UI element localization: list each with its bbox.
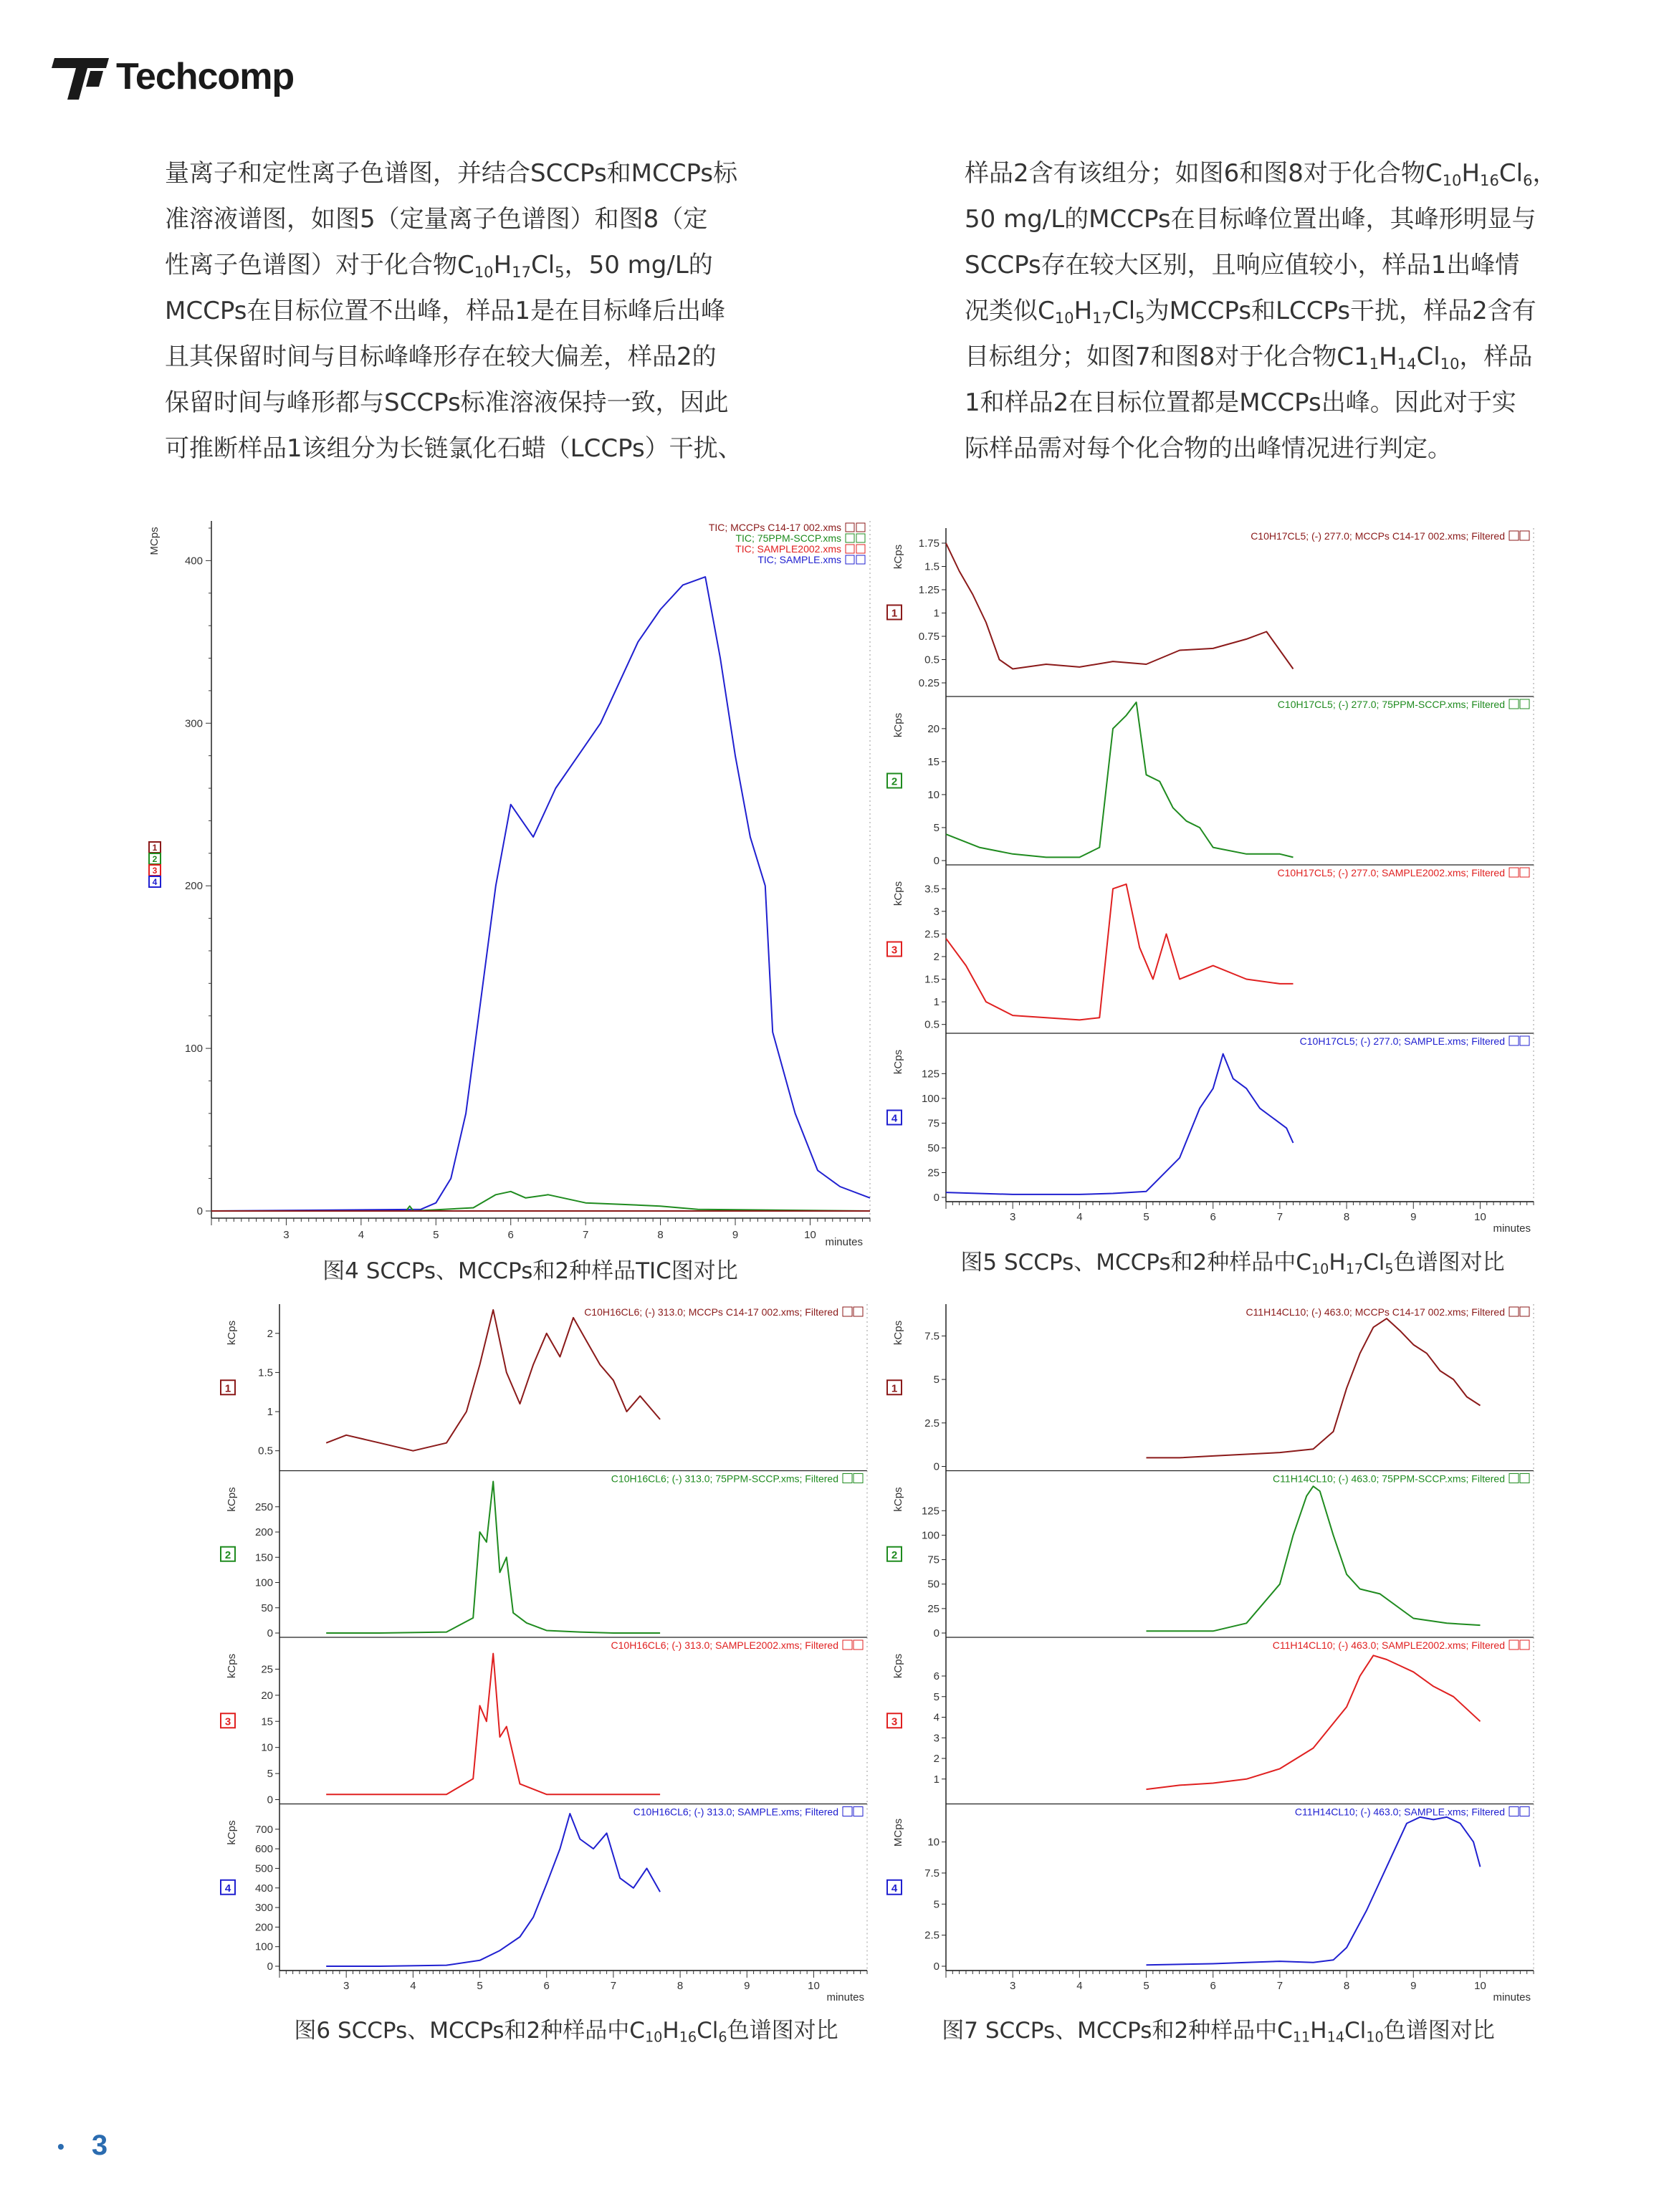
figure-4-tic-chart [143, 512, 874, 1247]
trace-line [1147, 1817, 1481, 1965]
panel-close-icon [1520, 1807, 1529, 1816]
y-tick-label: 5 [933, 1374, 940, 1387]
legend-entry: TIC; SAMPLE.xms [757, 554, 841, 565]
figure-5-chromatogram [881, 520, 1541, 1236]
legend-entry: TIC; MCCPs C14-17 002.xms [708, 522, 841, 533]
trace-line [1147, 1486, 1481, 1631]
figure-7-chromatogram [881, 1296, 1541, 2005]
x-tick-label: 3 [343, 1980, 350, 1992]
paragraph-line: SCCPs存在较大区别，且响应值较小，样品1出峰情 [965, 251, 1520, 279]
panel-close-icon [1520, 1036, 1529, 1045]
y-tick-label: 0 [933, 1627, 940, 1639]
panel-close-icon [854, 1640, 863, 1650]
y-tick-label: 150 [254, 1551, 273, 1564]
x-tick-label: 5 [477, 1980, 483, 1992]
y-tick-label: 10 [261, 1741, 273, 1754]
panel-toggle-icon [843, 1640, 852, 1650]
paragraph-line: 50 mg/L的MCCPs在目标峰位置出峰，其峰形明显与 [965, 205, 1536, 234]
panel-toggle-icon [1509, 1036, 1519, 1045]
y-tick-label: 75 [927, 1117, 940, 1130]
legend-close-icon [856, 534, 865, 542]
y-tick-label: 0.5 [924, 653, 940, 666]
y-tick-label: 50 [927, 1578, 940, 1591]
x-tick-label: 7 [1276, 1211, 1283, 1223]
panel-close-icon [1520, 531, 1529, 540]
x-axis-label: minutes [1493, 1222, 1531, 1235]
y-tick-label: 0 [933, 1192, 940, 1204]
figure-6-chromatogram [215, 1296, 874, 2005]
paragraph-line: 准溶液谱图，如图5（定量离子色谱图）和图8（定 [165, 205, 708, 234]
y-tick-label: 1 [933, 996, 940, 1009]
y-tick-label: 700 [254, 1823, 273, 1836]
panel-toggle-icon [1509, 1474, 1519, 1483]
series-line [211, 577, 870, 1211]
y-tick-label: 2 [933, 1753, 940, 1765]
y-tick-label: 400 [184, 555, 203, 568]
right-text-column [965, 150, 1574, 471]
x-tick-label: 9 [1410, 1980, 1417, 1992]
trace-index-label: 4 [224, 1882, 231, 1895]
y-tick-label: 10 [927, 1836, 940, 1849]
trace-line [946, 884, 1294, 1020]
y-tick-label: 100 [254, 1940, 273, 1953]
x-tick-label: 5 [1143, 1211, 1149, 1223]
page-number: • 3 [57, 2130, 108, 2161]
paragraph-line: 性离子色谱图）对于化合物$C_{10}H_{17}Cl_5$，50 mg/L的 [165, 251, 713, 281]
x-tick-label: 4 [410, 1980, 416, 1992]
y-tick-label: 1 [933, 1773, 940, 1786]
x-tick-label: 5 [433, 1229, 439, 1241]
panel-toggle-icon [1509, 1640, 1519, 1650]
x-tick-label: 6 [543, 1980, 550, 1992]
paragraph-line: 且其保留时间与目标峰峰形存在较大偏差，样品2的 [165, 343, 717, 371]
panel-toggle-icon [1509, 1307, 1519, 1316]
trace-index-label: 1 [224, 1382, 231, 1395]
panel-title: C11H14CL10; (-) 463.0; MCCPs C14-17 002.xms; Filtered [1246, 1306, 1505, 1318]
y-tick-label: 1.5 [924, 560, 940, 573]
x-tick-label: 10 [1474, 1211, 1486, 1223]
trace-line [946, 702, 1294, 857]
y-tick-label: 6 [933, 1670, 940, 1682]
trace-index-label: 1 [891, 607, 898, 620]
y-axis-label: MCps [148, 527, 161, 555]
panel-title: C10H16CL6; (-) 313.0; MCCPs C14-17 002.xms; Filtered [584, 1306, 838, 1318]
y-tick-label: 20 [261, 1689, 273, 1702]
legend-close-icon [856, 523, 865, 532]
trace-index-label: 2 [891, 775, 898, 788]
x-axis-label: minutes [826, 1991, 864, 2003]
y-tick-label: 125 [921, 1505, 940, 1518]
y-tick-label: 200 [184, 880, 203, 893]
panel-title: C10H17CL5; (-) 277.0; 75PPM-SCCP.xms; Filtered [1277, 699, 1505, 710]
y-tick-label: 2 [933, 950, 940, 963]
legend-entry: TIC; SAMPLE2002.xms [735, 543, 841, 555]
paragraph-line: 可推断样品1该组分为长链氯化石蜡（LCCPs）干扰、 [165, 434, 742, 463]
y-tick-label: 0.5 [258, 1445, 273, 1457]
y-tick-label: 300 [254, 1902, 273, 1915]
x-tick-label: 6 [1210, 1211, 1216, 1223]
y-tick-label: 200 [254, 1526, 273, 1539]
y-axis-label: kCps [892, 544, 904, 570]
trace-index-label: 1 [152, 843, 158, 853]
panel-title: C10H16CL6; (-) 313.0; SAMPLE2002.xms; Filtered [611, 1639, 838, 1651]
x-tick-label: 8 [1343, 1211, 1350, 1223]
x-tick-label: 4 [1076, 1980, 1083, 1992]
y-tick-label: 7.5 [924, 1867, 940, 1880]
panel-close-icon [1520, 1640, 1529, 1650]
paragraph-line: 1和样品2在目标位置都是MCCPs出峰。因此对于实 [965, 388, 1516, 417]
bullet-icon: • [57, 2135, 64, 2158]
x-tick-label: 3 [283, 1229, 290, 1241]
x-tick-label: 9 [1410, 1211, 1417, 1223]
y-tick-label: 0 [933, 855, 940, 867]
trace-index-label: 2 [224, 1548, 231, 1561]
panel-toggle-icon [1509, 1807, 1519, 1816]
panel-toggle-icon [1509, 699, 1519, 709]
x-tick-label: 10 [1474, 1980, 1486, 1992]
y-tick-label: 100 [184, 1043, 203, 1055]
panel-close-icon [1520, 1474, 1529, 1483]
brand-logo [52, 52, 294, 102]
y-axis-label: kCps [892, 1320, 904, 1346]
panel-toggle-icon [843, 1807, 852, 1816]
left-text-column [165, 150, 767, 471]
y-axis-label: kCps [892, 1487, 904, 1512]
y-tick-label: 3.5 [924, 883, 940, 896]
y-tick-label: 0 [267, 1794, 273, 1806]
paragraph-line: 际样品需对每个化合物的出峰情况进行判定。 [965, 434, 1452, 463]
legend-toggle-icon [846, 534, 854, 542]
y-axis-label: kCps [226, 1320, 238, 1346]
y-tick-label: 2.5 [924, 1929, 940, 1942]
x-tick-label: 7 [610, 1980, 617, 1992]
y-tick-label: 1.25 [918, 584, 940, 596]
y-tick-label: 200 [254, 1921, 273, 1934]
trace-index-label: 4 [891, 1882, 898, 1895]
y-tick-label: 0 [267, 1627, 273, 1639]
panel-title: C10H16CL6; (-) 313.0; 75PPM-SCCP.xms; Filtered [611, 1473, 838, 1485]
panel-close-icon [854, 1807, 863, 1816]
paragraph-line: 保留时间与峰形都与SCCPs标准溶液保持一致，因此 [165, 388, 729, 417]
legend-close-icon [856, 555, 865, 564]
x-tick-label: 8 [657, 1229, 664, 1241]
series-line [211, 1192, 870, 1211]
panel-title: C11H14CL10; (-) 463.0; SAMPLE2002.xms; Filtered [1272, 1639, 1505, 1651]
trace-index-label: 2 [891, 1548, 898, 1561]
y-axis-label: kCps [226, 1653, 238, 1679]
y-tick-label: 2 [267, 1327, 273, 1340]
panel-toggle-icon [1509, 868, 1519, 877]
paragraph-line: 况类似$C_{10}H_{17}Cl_5$为MCCPs和LCCPs干扰，样品2含有 [965, 297, 1536, 327]
y-tick-label: 1 [267, 1406, 273, 1419]
trace-index-label: 3 [891, 1715, 898, 1728]
y-tick-label: 1.5 [924, 973, 940, 986]
x-tick-label: 7 [582, 1229, 589, 1241]
y-tick-label: 300 [184, 717, 203, 730]
trace-index-label: 3 [224, 1715, 231, 1728]
figure-6-caption: 图6 SCCPs、MCCPs和2种样品中$C_{10}H_{16}Cl_6$色谱图对比 [294, 2018, 838, 2046]
trace-line [326, 1310, 660, 1451]
y-tick-label: 100 [254, 1576, 273, 1589]
y-tick-label: 3 [933, 1732, 940, 1745]
chart-svg [215, 1296, 874, 2005]
x-tick-label: 4 [1076, 1211, 1083, 1223]
y-tick-label: 0.5 [924, 1018, 940, 1031]
y-tick-label: 5 [933, 1690, 940, 1703]
y-axis-label: kCps [892, 712, 904, 738]
paragraph-line: 目标组分；如图7和图8对于化合物$C1_1H_{14}Cl_{10}$，样品 [965, 343, 1533, 373]
legend-close-icon [856, 545, 865, 553]
legend-entry: TIC; 75PPM-SCCP.xms [735, 532, 841, 544]
trace-index-label: 3 [152, 866, 158, 876]
y-tick-label: 25 [927, 1602, 940, 1615]
trace-line [326, 1482, 660, 1634]
y-tick-label: 0 [933, 1460, 940, 1473]
y-tick-label: 10 [927, 788, 940, 801]
trace-line [1147, 1655, 1481, 1789]
panel-title: C10H16CL6; (-) 313.0; SAMPLE.xms; Filtered [633, 1806, 838, 1818]
y-axis-label: kCps [892, 1049, 904, 1075]
y-axis-label: kCps [892, 881, 904, 906]
legend-toggle-icon [846, 545, 854, 553]
panel-close-icon [854, 1474, 863, 1483]
y-tick-label: 500 [254, 1862, 273, 1875]
techcomp-logo-icon [52, 52, 113, 101]
x-tick-label: 5 [1143, 1980, 1149, 1992]
x-tick-label: 10 [808, 1980, 820, 1992]
y-tick-label: 20 [927, 722, 940, 735]
y-axis-label: kCps [226, 1487, 238, 1512]
y-axis-label: kCps [226, 1820, 238, 1845]
x-tick-label: 3 [1010, 1211, 1016, 1223]
y-tick-label: 100 [921, 1529, 940, 1542]
y-tick-label: 1.75 [918, 537, 940, 550]
y-tick-label: 1 [933, 607, 940, 620]
trace-index-label: 4 [891, 1112, 898, 1125]
panel-toggle-icon [843, 1307, 852, 1316]
y-tick-label: 0 [933, 1960, 940, 1973]
y-axis-label: MCps [892, 1818, 904, 1847]
trace-line [946, 1054, 1294, 1194]
y-tick-label: 2.5 [924, 1417, 940, 1430]
chart-svg [881, 1296, 1541, 2005]
x-tick-label: 8 [1343, 1980, 1350, 1992]
x-tick-label: 4 [358, 1229, 365, 1241]
x-axis-label: minutes [1493, 1991, 1531, 2003]
panel-close-icon [854, 1307, 863, 1316]
x-tick-label: 9 [744, 1980, 750, 1992]
x-tick-label: 10 [804, 1229, 816, 1241]
y-tick-label: 0.75 [918, 631, 940, 643]
y-tick-label: 5 [267, 1768, 273, 1781]
trace-line [1147, 1318, 1481, 1457]
panel-title: C10H17CL5; (-) 277.0; MCCPs C14-17 002.xms; Filtered [1251, 530, 1505, 542]
chart-svg [881, 520, 1541, 1236]
figure-4-caption: 图4 SCCPs、MCCPs和2种样品TIC图对比 [322, 1258, 738, 1284]
panel-title: C10H17CL5; (-) 277.0; SAMPLE2002.xms; Filtered [1277, 867, 1505, 878]
brand-name: Techcomp [116, 56, 295, 97]
y-tick-label: 1.5 [258, 1366, 273, 1379]
x-tick-label: 9 [732, 1229, 739, 1241]
y-tick-label: 25 [261, 1663, 273, 1676]
figure-5-caption: 图5 SCCPs、MCCPs和2种样品中$C_{10}H_{17}Cl_5$色谱图对比 [960, 1250, 1505, 1278]
chart-svg [143, 512, 874, 1247]
panel-title: C10H17CL5; (-) 277.0; SAMPLE.xms; Filtered [1299, 1035, 1505, 1047]
y-tick-label: 2.5 [924, 928, 940, 941]
y-tick-label: 50 [927, 1141, 940, 1154]
y-tick-label: 7.5 [924, 1330, 940, 1343]
y-tick-label: 0.25 [918, 677, 940, 689]
x-tick-label: 6 [507, 1229, 514, 1241]
x-tick-label: 7 [1276, 1980, 1283, 1992]
y-tick-label: 50 [261, 1601, 273, 1614]
panel-title: C11H14CL10; (-) 463.0; 75PPM-SCCP.xms; Filtered [1273, 1473, 1505, 1485]
trace-line [326, 1814, 660, 1966]
y-tick-label: 4 [933, 1711, 940, 1724]
panel-toggle-icon [843, 1474, 852, 1483]
y-tick-label: 15 [927, 755, 940, 768]
panel-title: C11H14CL10; (-) 463.0; SAMPLE.xms; Filtered [1294, 1806, 1505, 1818]
paragraph-line: MCCPs在目标位置不出峰，样品1是在目标峰后出峰 [165, 297, 726, 325]
y-axis-label: kCps [892, 1653, 904, 1679]
trace-line [946, 543, 1294, 669]
y-tick-label: 125 [921, 1068, 940, 1081]
x-tick-label: 8 [676, 1980, 684, 1992]
trace-index-label: 3 [891, 944, 898, 957]
y-tick-label: 15 [261, 1715, 273, 1728]
y-tick-label: 0 [196, 1205, 203, 1217]
y-tick-label: 0 [267, 1960, 273, 1973]
legend-toggle-icon [846, 523, 854, 532]
y-tick-label: 400 [254, 1882, 273, 1895]
panel-close-icon [1520, 699, 1529, 709]
figure-7-caption: 图7 SCCPs、MCCPs和2种样品中$C_{11}H_{14}Cl_{10}$色谱图对比 [942, 2018, 1495, 2046]
paragraph-line: 样品2含有该组分；如图6和图8对于化合物$C_{10}H_{16}Cl_6$， [965, 159, 1557, 189]
y-tick-label: 250 [254, 1500, 273, 1513]
trace-index-label: 2 [152, 854, 158, 864]
y-tick-label: 100 [921, 1092, 940, 1105]
trace-line [326, 1654, 660, 1795]
x-tick-label: 3 [1010, 1980, 1016, 1992]
trace-index-label: 1 [891, 1382, 898, 1395]
panel-toggle-icon [1509, 531, 1519, 540]
y-tick-label: 5 [933, 1898, 940, 1911]
y-tick-label: 3 [933, 905, 940, 918]
y-tick-label: 25 [927, 1167, 940, 1179]
y-tick-label: 5 [933, 821, 940, 834]
y-tick-label: 600 [254, 1843, 273, 1856]
legend-toggle-icon [846, 555, 854, 564]
paragraph-line: 量离子和定性离子色谱图，并结合SCCPs和MCCPs标 [165, 159, 738, 188]
panel-close-icon [1520, 868, 1529, 877]
panel-close-icon [1520, 1307, 1529, 1316]
trace-index-label: 4 [152, 877, 158, 887]
y-tick-label: 75 [927, 1553, 940, 1566]
x-tick-label: 6 [1210, 1980, 1216, 1992]
x-axis-label: minutes [825, 1236, 863, 1247]
